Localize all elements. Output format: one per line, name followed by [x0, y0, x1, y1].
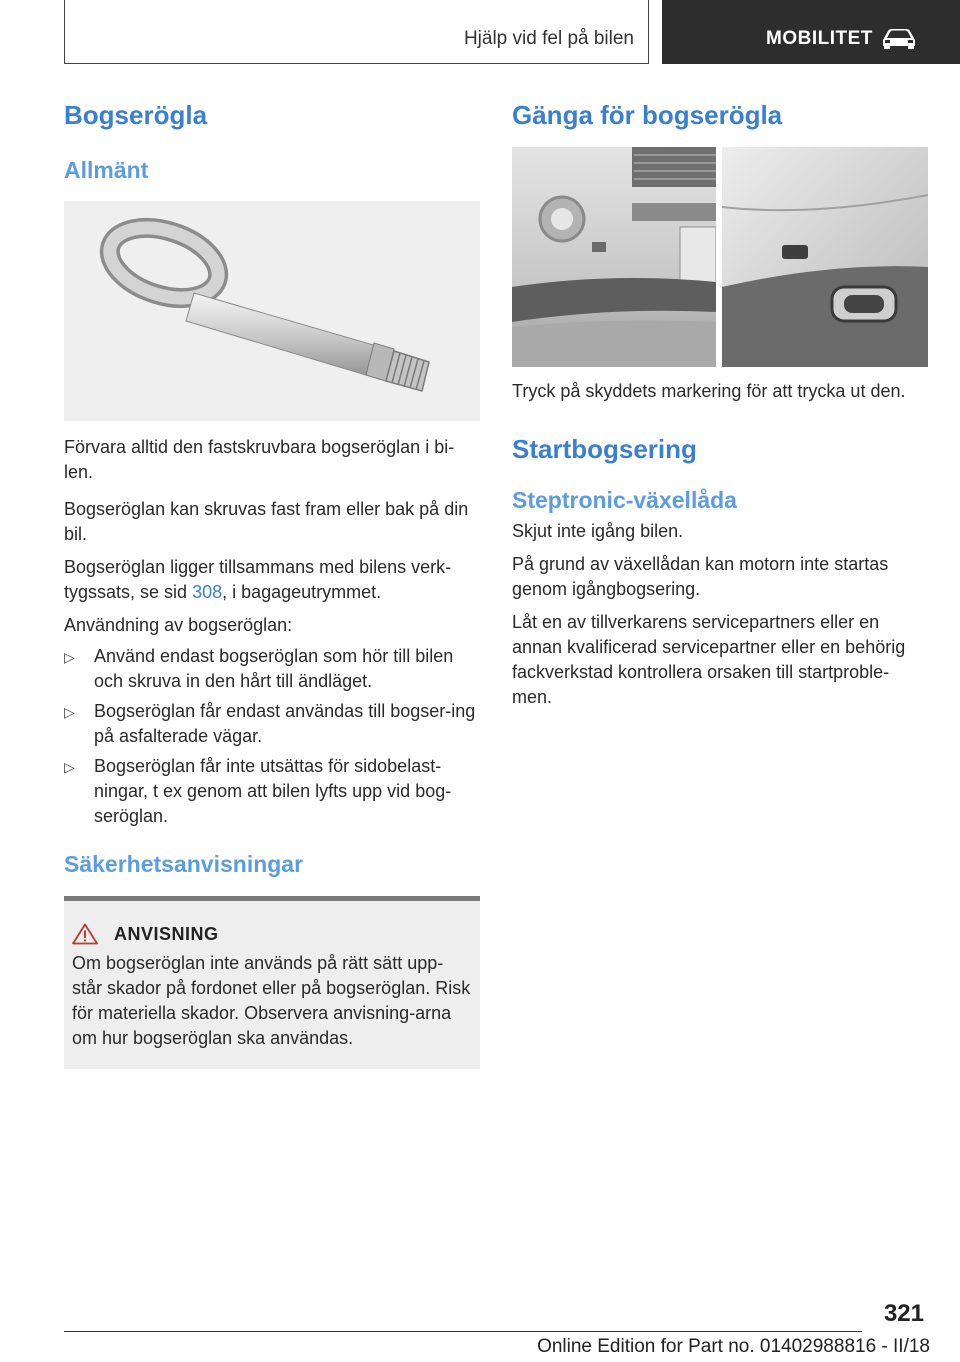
paragraph-service-partner: Låt en av tillverkarens servicepartners eller en annan kvalificerad servicepartner eller en behörig fackverkstad kontrollera orsaken till startproble-men.: [512, 611, 906, 707]
header-section-box: [64, 0, 649, 64]
usage-list: [64, 644, 480, 829]
chapter-tab-label: MOBILITET: [766, 28, 873, 49]
footer-divider: [64, 1331, 862, 1332]
location-text-after: , i bagageutrymmet.: [222, 581, 382, 602]
paragraph-gearbox-reason: På grund av växellådan kan motorn inte startas genom igångbogsering.: [512, 553, 889, 599]
chapter-tab[interactable]: [662, 0, 960, 64]
page-number: 321: [883, 1300, 924, 1327]
notice-header: [72, 923, 472, 945]
page-link-308[interactable]: 308: [192, 581, 223, 602]
paragraph-store-tow-eye: Förvara alltid den fastskruvbara bogseröglan i bi-len.: [64, 436, 455, 482]
notice-title: ANVISNING: [114, 923, 219, 944]
location-text-before: Bogseröglan ligger tillsammans med bilens verk-tygssats, se sid: [64, 556, 452, 602]
subheading-general: Allmänt: [64, 157, 149, 184]
list-item-text: Bogseröglan får inte utsättas för sidobelast-ningar, t ex genom att bilen lyfts upp vid bog-seröglan.: [94, 755, 452, 826]
notice-box: [64, 896, 480, 1069]
list-item: [64, 699, 480, 749]
triangle-bullet-icon: ▷: [64, 648, 75, 665]
list-item-text: Använd endast bogseröglan som hör till bilen och skruva in den hårt till ändläget.: [94, 645, 454, 691]
list-item-text: Bogseröglan får endast användas till bogser-ing på asfalterade vägar.: [94, 700, 476, 746]
car-icon: [880, 26, 918, 50]
tow-eye-image: [64, 201, 480, 421]
list-item: [64, 754, 480, 829]
triangle-bullet-icon: ▷: [64, 758, 75, 775]
section-title: Hjälp vid fel på bilen: [463, 28, 634, 49]
paragraph-location: [64, 555, 480, 605]
left-column: [64, 100, 480, 1069]
subheading-safety: Säkerhetsanvisningar: [64, 850, 304, 877]
list-item: [64, 644, 480, 694]
triangle-bullet-icon: ▷: [64, 703, 75, 720]
warning-triangle-icon: [72, 923, 98, 945]
tow-eye-illustration: [64, 201, 480, 421]
paragraph-usage-intro: Användning av bogseröglan:: [64, 614, 293, 635]
heading-tow-eye: Bogserögla: [64, 100, 208, 130]
paragraph-do-not-push: Skjut inte igång bilen.: [512, 520, 684, 541]
right-column: [512, 100, 928, 710]
paragraph-press-cover: Tryck på skyddets markering för att trycka ut den.: [512, 381, 906, 402]
heading-thread: Gänga för bogserögla: [512, 100, 783, 130]
bumper-photo: [512, 147, 928, 367]
paragraph-screw-front-rear: Bogseröglan kan skruvas fast fram eller bak på din bil.: [64, 498, 469, 544]
footer-edition: Online Edition for Part no. 01402988816 - II/18: [537, 1336, 930, 1357]
notice-text: Om bogseröglan inte används på rätt sätt upp-står skador på fordonet eller på bogseröglan. Risk för materiella skador. Observera anvisning-arna om hur bogseröglan ska användas.: [72, 953, 471, 1049]
bumper-image: [512, 147, 928, 367]
heading-jump-start-tow: Startbogsering: [512, 434, 697, 465]
subheading-steptronic: Steptronic-växellåda: [512, 487, 737, 514]
